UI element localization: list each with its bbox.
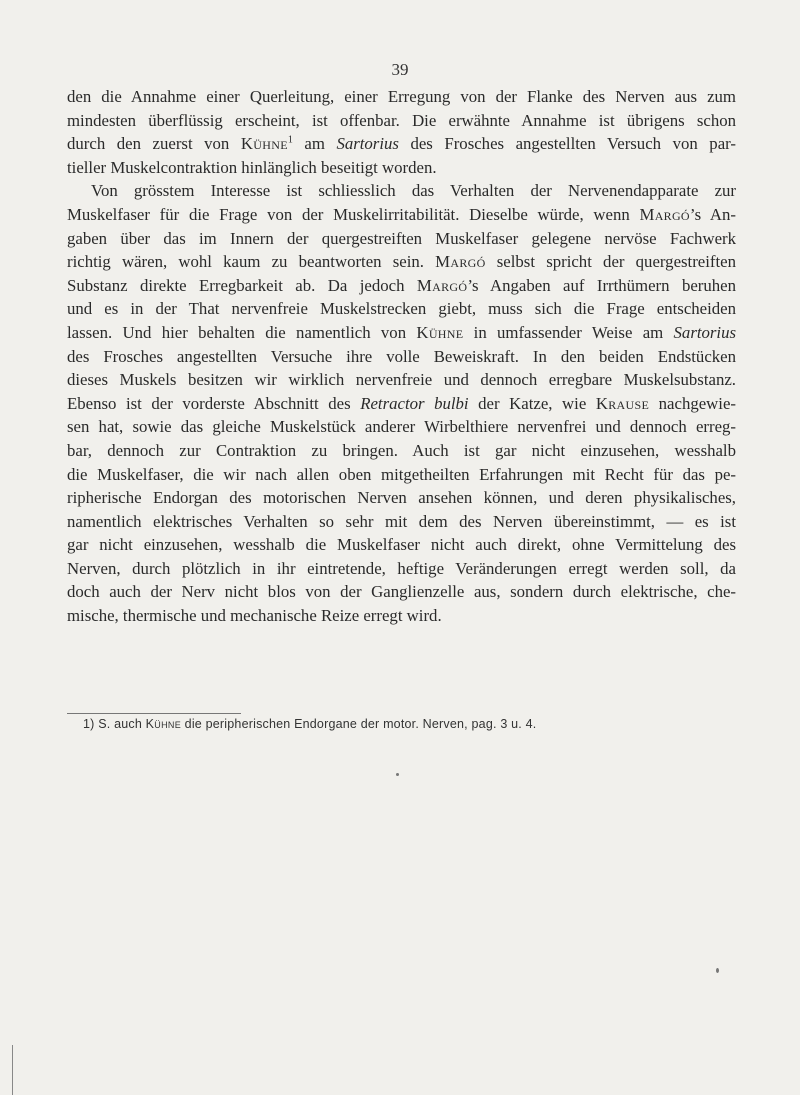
author-name: Margó — [435, 252, 486, 272]
text-line: Substanz direkte Erregbarkeit ab. Da jedoch Margó’s Angaben auf Irrthümern beruhen — [67, 275, 737, 295]
text-line: den die Annahme einer Querleitung, einer Erregung von der Flanke des Nerven aus zum — [67, 87, 736, 106]
text-line: richtig wären, wohl kaum zu beantworten sein. Margó selbst spricht der quergestreiften — [67, 252, 736, 272]
footnote-marker: 1) — [83, 717, 95, 731]
author-name: Krause — [595, 393, 650, 413]
text-line: tieller Muskelcontraktion hinlänglich beseitigt worden. — [67, 157, 437, 177]
scan-edge — [12, 1045, 13, 1095]
text-line: sen hat, sowie das gleiche Muskelstück anderer Wirbelthiere nervenfrei und dennoch erreg- — [67, 417, 736, 437]
text-line: Nerven, durch plötzlich in ihr eintretende, heftige Veränderungen erregt werden soll, da — [67, 558, 736, 578]
text-line: mische, thermische und mechanische Reize erregt wird. — [67, 606, 442, 626]
author-name: Margó — [639, 204, 690, 224]
text-line: durch den zuerst von Kühne$^1$ am Sartorius des Frosches angestellten Versuch von par- — [67, 134, 736, 154]
text-line: Muskelfaser für die Frage von der Muskelirritabilität. Dieselbe würde, wenn Margó’s An- — [67, 204, 736, 224]
text-line: und es in der That nervenfreie Muskelstrecken giebt, muss sich die Frage entscheiden — [67, 299, 736, 319]
footnote-rule — [67, 713, 241, 714]
author-name: Kühne — [416, 322, 464, 342]
text-line: gaben über das im Innern der quergestreiften Muskelfaser gelegene nervöse Fachwerk — [67, 228, 736, 248]
muscle-name: Retractor bulbi — [360, 393, 469, 413]
text-line: des Frosches angestellten Versuche ihre volle Beweiskraft. In den beiden Endstücken — [67, 346, 736, 366]
footnote: 1) S. auch Kühne die peripherischen Endorgane der motor. Nerven, pag. 3 u. 4. — [83, 717, 537, 731]
text-line: doch auch der Nerv nicht blos von der Ganglienzelle aus, sondern durch elektrische, che- — [67, 582, 736, 602]
text-line: mindesten überflüssig erscheint, ist offenbar. Die erwähnte Annahme ist übrigens schon — [67, 110, 736, 130]
text-line: bar, dennoch zur Contraktion zu bringen. Auch ist gar nicht einzusehen, wesshalb — [67, 440, 736, 460]
muscle-name: Sartorius — [336, 134, 399, 154]
text-line: ripherische Endorgan des motorischen Nerven ansehen können, und deren physikalisches, — [67, 488, 736, 508]
muscle-name: Sartorius — [673, 322, 737, 342]
text-line: dieses Muskels besitzen wir wirklich nervenfreie und dennoch erregbare Muskelsubstanz. — [67, 370, 736, 390]
text-line: namentlich elektrisches Verhalten so sehr mit dem des Nerven übereinstimmt, — es ist — [67, 511, 736, 531]
body-text — [67, 85, 736, 628]
text-line: gar nicht einzusehen, wesshalb die Muskelfaser nicht auch direkt, ohne Vermittelung des — [67, 535, 736, 555]
paper-speck — [396, 773, 399, 776]
author-name: Kühne — [240, 134, 288, 154]
page-number: 39 — [391, 60, 409, 79]
author-name: Margó — [416, 275, 468, 295]
text-line: Von grösstem Interesse ist schliesslich das Verhalten der Nervenendapparate zur — [91, 181, 736, 201]
text-line: lassen. Und hier behalten die namentlich von Kühne in umfassender Weise am Sartorius — [67, 322, 737, 342]
text-line: die Muskelfaser, die wir nach allen oben mitgetheilten Erfahrungen mit Recht für das pe- — [67, 464, 736, 484]
author-name: Kühne — [145, 717, 181, 731]
text-line: Ebenso ist der vorderste Abschnitt des Retractor bulbi der Katze, wie Krause nachgewie- — [67, 393, 736, 413]
paper-speck — [716, 968, 719, 973]
footnote-ref: 1 — [287, 134, 293, 146]
